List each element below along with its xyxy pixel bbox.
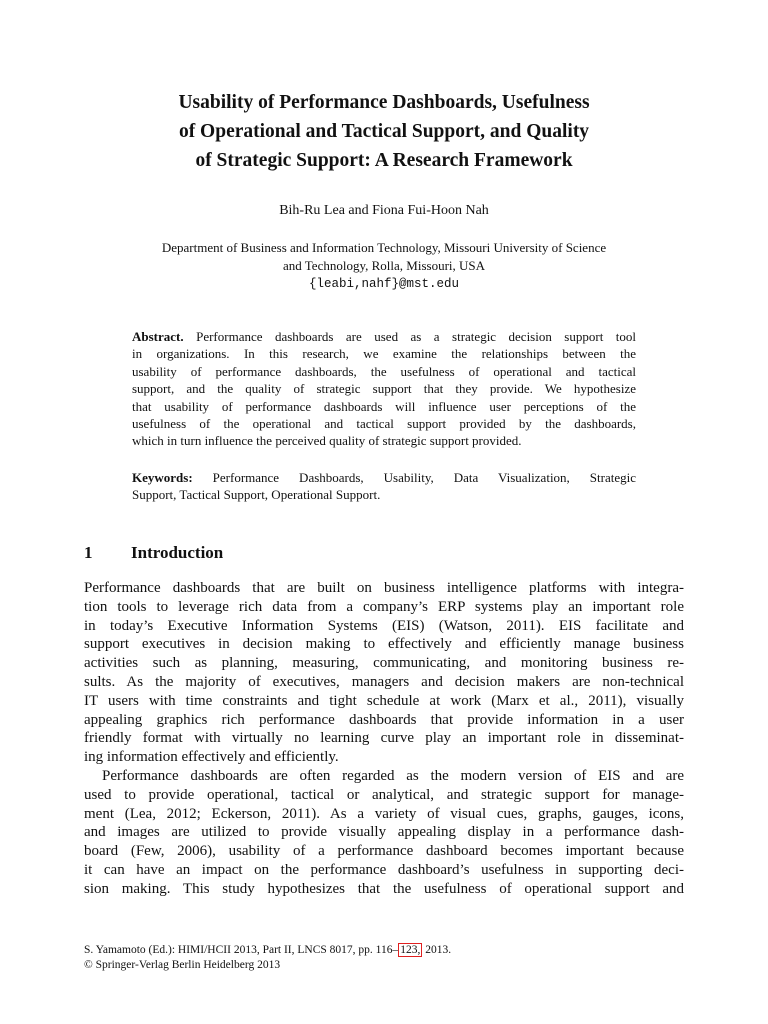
abstract-line: support, and the quality of strategic support that they provide. We hypothesize [132, 381, 636, 397]
body-line: ment (Lea, 2012; Eckerson, 2011). As a variety of visual cues, graphs, gauges, icons, [84, 805, 684, 822]
abstract-text: Performance dashboards are used as a strategic decision support tool [183, 329, 636, 344]
affiliation [84, 239, 684, 293]
footer-citation-text: S. Yamamoto (Ed.): HIMI/HCII 2013, Part II, LNCS 8017, pp. 116– [84, 944, 399, 956]
title-line: of Operational and Tactical Support, and Quality [178, 121, 590, 142]
section-heading [84, 543, 684, 563]
affiliation-line: Department of Business and Information Technology, Missouri University of Science [161, 240, 607, 255]
keywords-line [132, 469, 636, 486]
body-line: support executives in decision making to effectively and efficiently manage business [84, 636, 684, 653]
body-line: in today’s Executive Information Systems (EIS) (Watson, 2011). EIS facilitate and [84, 617, 684, 634]
affiliation-line: and Technology, Rolla, Missouri, USA [282, 258, 486, 273]
title-line: of Strategic Support: A Research Framework [195, 150, 573, 171]
page-range-link[interactable]: 123, [400, 944, 421, 956]
body-line: activities such as planning, measuring, communicating, and monitoring business re- [84, 655, 684, 672]
authors: Bih-Ru Lea and Fiona Fui-Hoon Nah [279, 203, 489, 218]
citation-footer [84, 943, 684, 973]
keywords-line: Support, Tactical Support, Operational Support. [132, 487, 381, 503]
abstract-line: usability of performance dashboards, the usefulness of operational and tactical [132, 363, 636, 379]
abstract-line [132, 328, 636, 345]
abstract-line: that usability of performance dashboards will influence user perceptions of the [132, 398, 636, 414]
body-line: sults. As the majority of executives, managers and decision makers are non-technical [84, 673, 684, 690]
author-email: {leabi,nahf}@mst.edu [308, 277, 460, 291]
body-line: it can have an impact on the performance dashboard’s usefulness in supporting deci- [84, 861, 684, 878]
body-line: and images are utilized to provide visually appealing display in a performance dash- [84, 824, 684, 841]
abstract-line: which in turn influence the perceived quality of strategic support provided. [132, 433, 522, 449]
body-line: tion tools to leverage rich data from a company’s ERP systems play an important role [84, 598, 684, 615]
body-line: Performance dashboards that are built on business intelligence platforms with integra- [84, 580, 684, 596]
body-line: friendly format with virtually no learning curve play an important role in disseminat- [84, 730, 684, 747]
keywords-text: Performance Dashboards, Usability, Data Visualization, Strategic [192, 470, 636, 485]
abstract [132, 328, 636, 450]
body-line: ing information effectively and efficiently. [84, 749, 339, 766]
abstract-line: usefulness of the operational and tactical support provided by the dashboards, [132, 416, 636, 432]
body-line: sion making. This study hypothesizes that the usefulness of operational support and [84, 880, 684, 897]
section-number: 1 [84, 543, 93, 562]
abstract-line: in organizations. In this research, we examine the relationships between the [132, 346, 636, 362]
footer-citation-line [84, 943, 684, 958]
body-line: appealing graphics rich performance dashboards that provide information in a user [84, 711, 684, 728]
keywords [132, 469, 636, 504]
body-line: Performance dashboards are often regarded as the modern version of EIS and are [102, 767, 684, 784]
title-line: Usability of Performance Dashboards, Usefulness [178, 92, 590, 113]
abstract-label: Abstract. [132, 329, 184, 344]
keywords-label: Keywords: [132, 470, 193, 485]
body-line: board (Few, 2006), usability of a performance dashboard becomes important because [84, 843, 684, 860]
paper-title [84, 88, 684, 175]
introduction-body [84, 579, 684, 899]
body-line: IT users with time constraints and tight schedule at work (Marx et al., 2011), visually [84, 692, 684, 709]
section-title: Introduction [131, 543, 224, 562]
footer-copyright: © Springer-Verlag Berlin Heidelberg 2013 [84, 959, 281, 971]
body-line: used to provide operational, tactical or analytical, and strategic support for manage- [84, 786, 684, 803]
footer-citation-year: 2013. [422, 944, 452, 956]
